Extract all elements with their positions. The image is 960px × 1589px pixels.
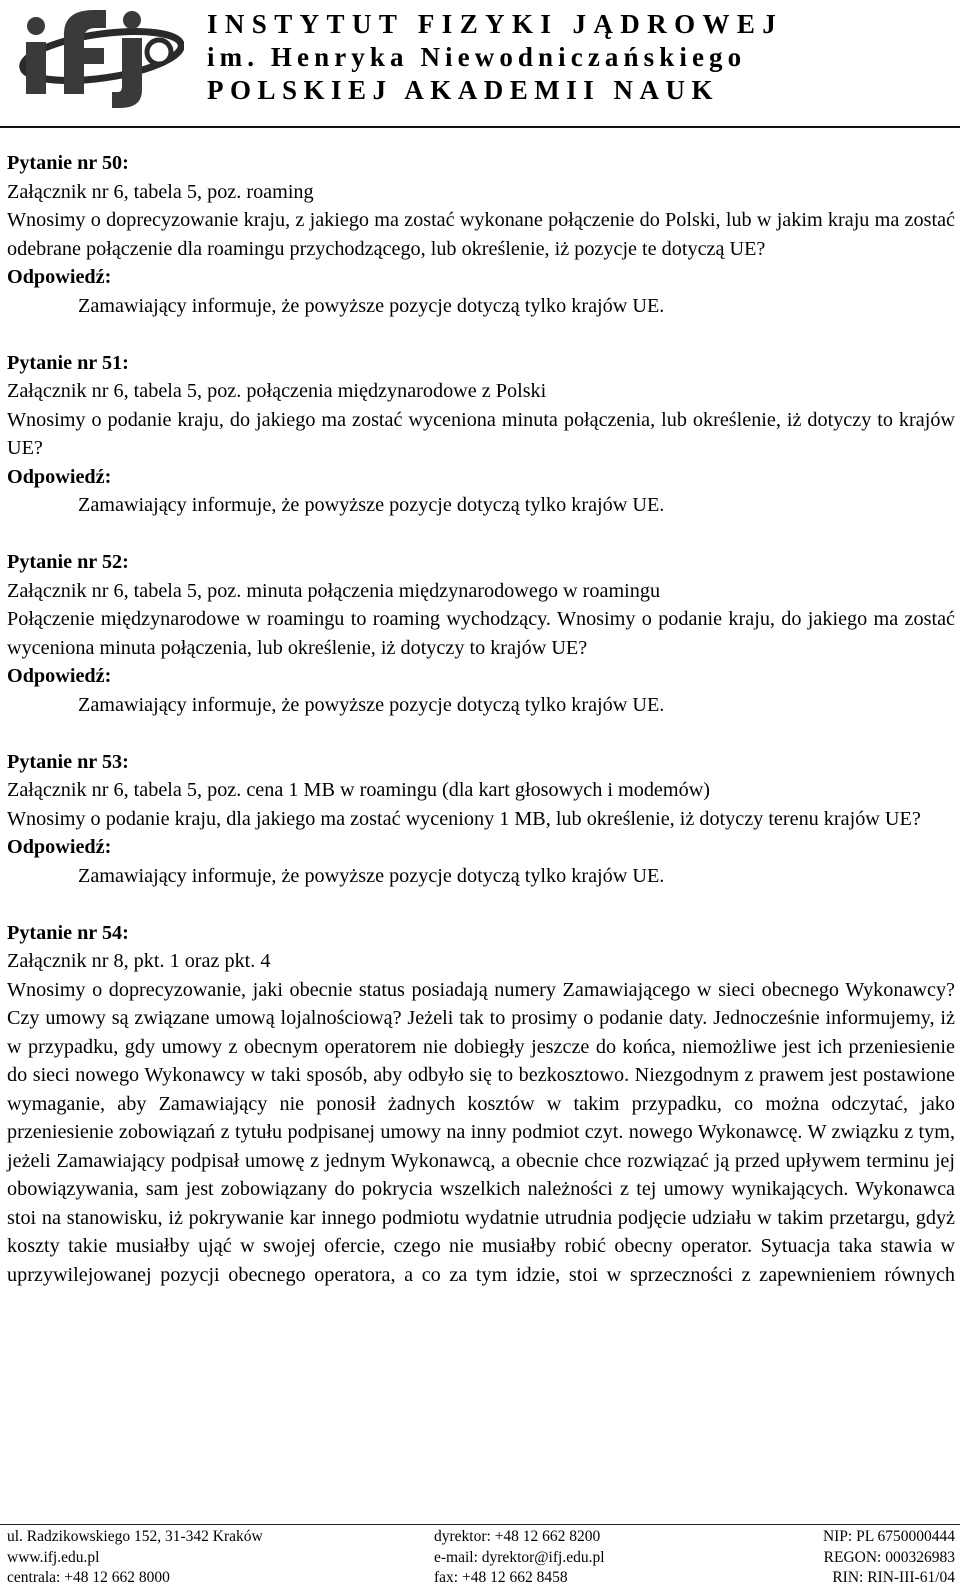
footer-contact-column	[434, 1527, 605, 1589]
ifj-logo	[14, 4, 184, 108]
question-body: Wnosimy o doprecyzowanie, jaki obecnie status posiadają numery Zamawiającego w sieci obecnego Wykonawcy? Czy umowy są związane umową lojalnościową? Jeżeli tak to prosimy o podanie daty. Jednocześnie informujemy, iż w przypadku, gdy umowy z obecnym operatorem nie dobiegły jeszcze do końca, niemożliwe jest ich przeniesienie do sieci nowego Wykonawcy w taki sposób, aby odbyło się to bezkosztowo. Niezgodnym z prawem jest postawione wymaganie, aby Zamawiający nie ponosił żadnych kosztów w takim przypadku, co można odczytać, jako przeniesienie zobowiązań z tytułu podpisanej umowy na inny podmiot czyt. nowego Wykonawcę. W związku z tym, jeżeli Zamawiający podpisał umowę z jednym Wykonawcą, a obecnie chce rozwiązać ją przed upływem terminu jej obowiązywania, sam jest zobowiązany do pokrycia wszelkich należności z tej umowy wynikających. Wykonawca stoi na stanowisku, iż pokrywanie kar innego podmiotu wydatnie utrudnia podjęcie udziału w takim przetargu, gdyż koszty takie musiałby ująć w swojej ofercie, czego nie musiałby robić obecny operator. Sytuacja taka stawia w uprzywilejowanej pozycji obecnego operatora, a co za tym idzie, stoi w sprzeczności z zapewnieniem równych	[7, 978, 955, 1286]
question-body: Wnosimy o doprecyzowanie kraju, z jakiego ma zostać wykonane połączenie do Polski, lub w jakim kraju ma zostać odebrane połączenie dla roamingu przychodzącego, lub określenie, iż pozycje te dotyczą UE?	[7, 209, 955, 260]
header-divider	[0, 126, 960, 128]
footer-nip: NIP: PL 6750000444	[822, 1528, 955, 1545]
question-reference: Załącznik nr 6, tabela 5, poz. cena 1 MB w roamingu (dla kart głosowych i modemów)	[7, 779, 710, 801]
institute-name	[207, 8, 783, 107]
question-body: Wnosimy o podanie kraju, dla jakiego ma zostać wyceniony 1 MB, lub określenie, iż dotyczy terenu krajów UE?	[7, 807, 921, 830]
footer-address-column	[7, 1527, 263, 1589]
footer-address: ul. Radzikowskiego 152, 31-342 Kraków	[7, 1528, 263, 1545]
question-54	[7, 919, 955, 1290]
question-heading: Pytanie nr 52:	[7, 551, 129, 573]
footer-email[interactable]: e-mail: dyrektor@ifj.edu.pl	[434, 1548, 605, 1566]
question-52	[7, 548, 955, 719]
institute-name-line2: im. Henryka Niewodniczańskiego	[207, 42, 747, 72]
footer-regon: REGON: 000326983	[823, 1548, 955, 1566]
question-reference: Załącznik nr 6, tabela 5, poz. minuta połączenia międzynarodowego w roamingu	[7, 579, 661, 602]
question-reference: Załącznik nr 6, tabela 5, poz. połączenia międzynarodowe z Polski	[7, 380, 547, 402]
answer-text: Zamawiający informuje, że powyższe pozycje dotyczą tylko krajów UE.	[78, 864, 665, 887]
question-53	[7, 748, 955, 891]
question-51	[7, 349, 955, 520]
footer-fax: fax: +48 12 662 8458	[434, 1569, 568, 1586]
answer-label: Odpowiedź:	[7, 665, 112, 687]
question-body: Wnosimy o podanie kraju, do jakiego ma zostać wyceniona minuta połączenia, lub określenie, iż dotyczy to krajów UE?	[7, 408, 955, 459]
answer-label: Odpowiedź:	[7, 836, 112, 858]
footer-registry-column	[823, 1527, 955, 1589]
question-heading: Pytanie nr 51:	[7, 351, 129, 374]
question-heading: Pytanie nr 53:	[7, 750, 129, 773]
footer-website[interactable]: www.ifj.edu.pl	[7, 1548, 100, 1566]
question-heading: Pytanie nr 50:	[7, 152, 129, 174]
answer-text: Zamawiający informuje, że powyższe pozycje dotyczą tylko krajów UE.	[78, 294, 665, 317]
question-heading: Pytanie nr 54:	[7, 921, 129, 944]
institute-name-line3: POLSKIEJ AKADEMII NAUK	[207, 75, 720, 105]
footer-director-phone: dyrektor: +48 12 662 8200	[434, 1528, 601, 1545]
footer-divider	[0, 1524, 960, 1525]
answer-label: Odpowiedź:	[7, 266, 112, 288]
question-50	[7, 149, 955, 320]
footer-switchboard: centrala: +48 12 662 8000	[7, 1569, 170, 1586]
letterhead	[0, 0, 960, 128]
footer-rin: RIN: RIN-III-61/04	[832, 1569, 955, 1586]
question-body: Połączenie międzynarodowe w roamingu to roaming wychodzący. Wnosimy o podanie kraju, do jakiego ma zostać wyceniona minuta połączenia, lub określenie, iż dotyczy to krajów UE?	[7, 608, 955, 659]
document-body	[7, 149, 955, 1318]
question-reference: Załącznik nr 6, tabela 5, poz. roaming	[7, 180, 314, 203]
answer-label: Odpowiedź:	[7, 465, 112, 488]
question-reference: Załącznik nr 8, pkt. 1 oraz pkt. 4	[7, 950, 271, 972]
answer-text: Zamawiający informuje, że powyższe pozycje dotyczą tylko krajów UE.	[78, 494, 665, 516]
institute-name-line1: INSTYTUT FIZYKI JĄDROWEJ	[207, 9, 784, 39]
answer-text: Zamawiający informuje, że powyższe pozycje dotyczą tylko krajów UE.	[78, 693, 665, 716]
